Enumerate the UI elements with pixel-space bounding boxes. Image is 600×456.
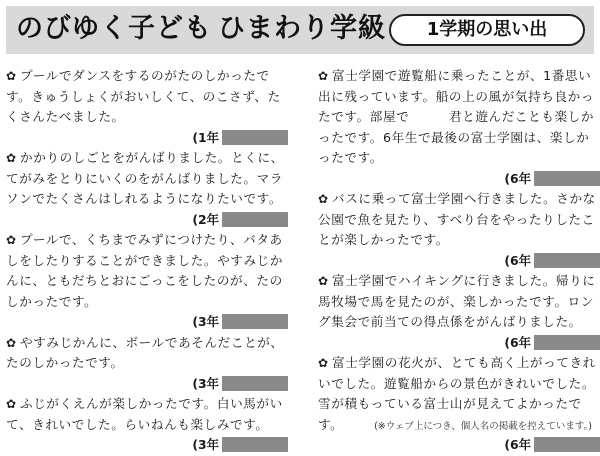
flower-icon: ✿ [318, 192, 329, 206]
right-column [318, 66, 600, 456]
entry-text: かかりのしごとをがんばりました。とくに、てがみをとりにいくのをがんばりました。マラソンでたくさんはしれるようになりたいです。 [6, 150, 284, 206]
grade-signature [6, 210, 288, 231]
grade-label: (6年 [504, 334, 531, 350]
class-name-title: ひまわり学級 [218, 13, 386, 44]
memory-entry [318, 353, 600, 456]
redacted-name-bar [534, 171, 600, 186]
entry-text: 富士学園で遊覧船に乗ったことが、1番思い出に残っています。船の上の風が気持ち良かったです。部屋で 君と遊んだことも楽しかったです。6年生で最後の富士学園は、楽しかったです。 [318, 68, 595, 165]
redacted-name-bar [534, 437, 600, 452]
redacted-name-bar [534, 335, 600, 350]
entry-text: 富士学園の花火が、とても高く上がってきれいでした。遊覧船からの景色がきれいでした。雪が積もっている富士山が見えてよかったです。 [318, 355, 596, 432]
redacted-name-bar [534, 253, 600, 268]
grade-label: (3年 [192, 437, 219, 452]
grade-label: (6年 [504, 170, 531, 186]
flower-icon: ✿ [6, 233, 17, 247]
grade-signature [6, 312, 288, 333]
grade-signature [6, 435, 288, 456]
grade-signature [6, 128, 288, 149]
grade-signature [318, 435, 600, 456]
grade-signature [318, 251, 600, 272]
entry-text: プールでダンスをするのがたのしかったです。きゅうしょくがおいしくて、のこさず、たくさんたべました。 [6, 68, 281, 124]
redacted-name-bar [222, 314, 288, 329]
grade-signature [318, 169, 600, 190]
memory-entry [318, 271, 600, 353]
entry-text: ふじがくえんが楽しかったです。白い馬がいて、きれいでした。らいねんも楽しみです。 [6, 396, 283, 432]
entry-text: やすみじかんに、ボールであそんだことが、たのしかったです。 [6, 334, 284, 370]
grade-label: (2年 [192, 211, 219, 227]
memory-entry [318, 189, 600, 271]
left-column [6, 66, 288, 456]
memory-entry [6, 394, 288, 456]
memory-entry [6, 333, 288, 395]
redacted-name-bar [222, 376, 288, 391]
grade-label: (6年 [504, 437, 531, 452]
grade-label: (3年 [192, 375, 219, 391]
section-heading: 1学期の思い出 [389, 14, 585, 46]
flower-icon: ✿ [6, 151, 17, 165]
flower-icon: ✿ [318, 356, 329, 370]
memory-entry [6, 66, 288, 148]
grade-label: (6年 [504, 252, 531, 268]
grade-label: (3年 [192, 314, 219, 329]
header-banner [6, 6, 594, 54]
entry-text: バスに乗って富士学園へ行きました。さかな公園で魚を見たり、すべり台をやったりしたことが楽しかったです。 [318, 191, 596, 247]
brand-title: のびゆく子ども [16, 13, 212, 44]
footer-note: (※ウェブ上につき、個人名の掲載を控えています。) [374, 421, 592, 432]
entry-text: 富士学園でハイキングに行きました。帰りに馬牧場で馬を見たのが、楽しかったです。ロング集会で前当ての得点係をがんばりました。 [318, 273, 596, 329]
memory-entry [6, 230, 288, 333]
grade-label: (1年 [192, 129, 219, 145]
redacted-name-bar [222, 130, 288, 145]
memory-entry [6, 148, 288, 230]
entry-text: プールで、くちまでみずにつけたり、バタあしをしたりすることができました。やすみじかんに、ともだちとおにごっこをしたのが、たのしかったです。 [6, 232, 284, 309]
grade-signature [318, 333, 600, 354]
redacted-name-bar [222, 437, 288, 452]
grade-signature [6, 374, 288, 395]
flower-icon: ✿ [6, 397, 17, 411]
memory-entry [318, 66, 600, 189]
redacted-name-bar [222, 212, 288, 227]
flower-icon: ✿ [318, 274, 329, 288]
flower-icon: ✿ [6, 335, 17, 350]
flower-icon: ✿ [6, 69, 17, 83]
flower-icon: ✿ [318, 69, 329, 83]
